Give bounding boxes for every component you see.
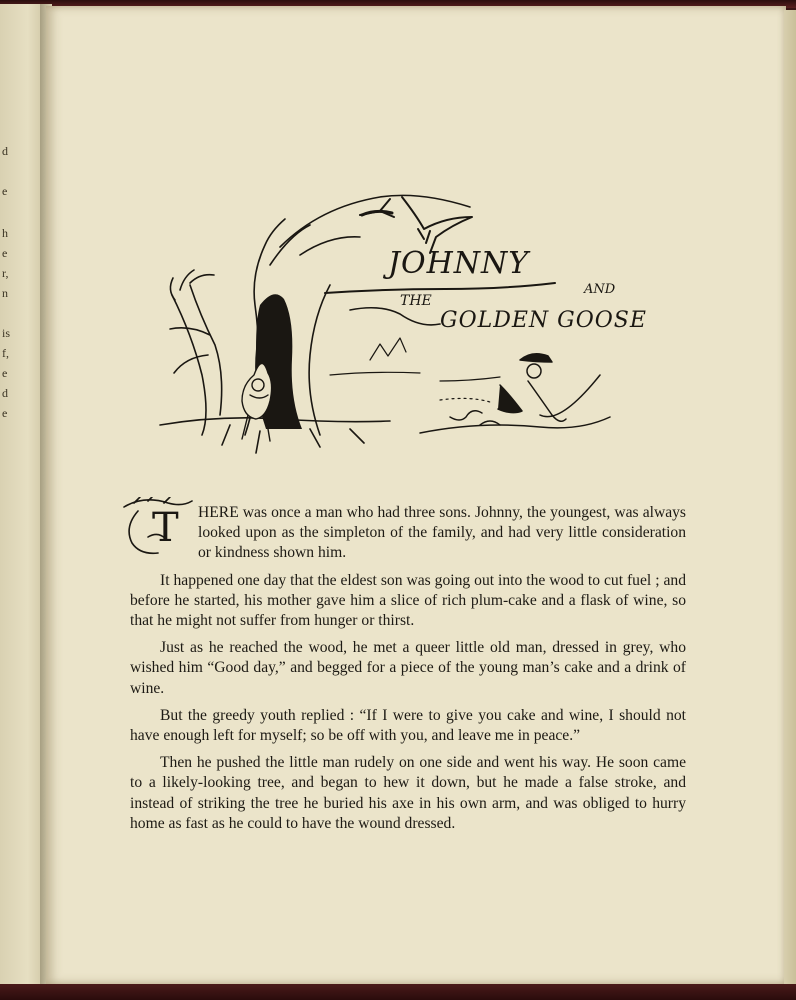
left-page-fragment: e: [2, 366, 8, 380]
story-paragraph: It happened one day that the eldest son was going out into the wood to cut fuel ; and before he started, his mother gave him a slice of rich plum-cake and a flask of wine, so that he might not suffer from hunger or thirst.: [130, 571, 686, 630]
left-page-fragment: r,: [2, 266, 9, 280]
left-page-fragment: h: [2, 226, 8, 240]
story-text: [130, 503, 686, 841]
left-page-fragment: f,: [2, 346, 9, 360]
story-paragraph-text: HERE was once a man who had three sons. Johnny, the youngest, was always looked upon as the simpleton of the family, and had very little consideration or kindness shown him.: [198, 504, 686, 562]
bird-icon: [402, 197, 472, 253]
bird-icon: [360, 199, 394, 217]
title-word-golden-goose: GOLDEN GOOSE: [440, 308, 647, 333]
left-page-fragment: n: [2, 286, 8, 300]
title-the: THE: [400, 293, 432, 309]
drop-cap-letter: T: [152, 505, 179, 551]
story-paragraph: But the greedy youth replied : “If I were to give you cake and wine, I should not have enough left for myself; so be off with you, and leave me in peace.”: [130, 706, 686, 745]
left-page-fragment: is: [2, 326, 11, 340]
left-page-fragment: d: [2, 144, 8, 158]
title-and: AND: [584, 282, 616, 297]
seated-man-figure: [420, 354, 610, 433]
page-edge-right: [784, 10, 796, 984]
left-page-fragment: e: [2, 246, 8, 260]
left-page-fragment: e: [2, 406, 8, 420]
story-paragraph: [130, 503, 686, 564]
left-page-fragment: e: [2, 184, 8, 198]
title-word-johnny: JOHNNY: [388, 246, 530, 281]
book-binding-bottom: [0, 984, 796, 1000]
hillside-illustration: [330, 338, 500, 402]
drop-cap-ornament: [118, 497, 198, 557]
story-paragraph: Just as he reached the wood, he met a queer little old man, dressed in grey, who wished him “Good day,” and begged for a piece of the young man’s cake and a drink of wine.: [130, 639, 686, 697]
story-paragraph: Then he pushed the little man rudely on one side and went his way. He soon came to a likely-looking tree, and began to hew it down, but he made a false stroke, and instead of striking the tree he buried his axe in his own arm, and was obliged to hurry home as fast as he could to have the wound dressed.: [130, 754, 686, 832]
left-page-fragment: d: [2, 386, 8, 400]
title-illustration: [150, 185, 680, 460]
